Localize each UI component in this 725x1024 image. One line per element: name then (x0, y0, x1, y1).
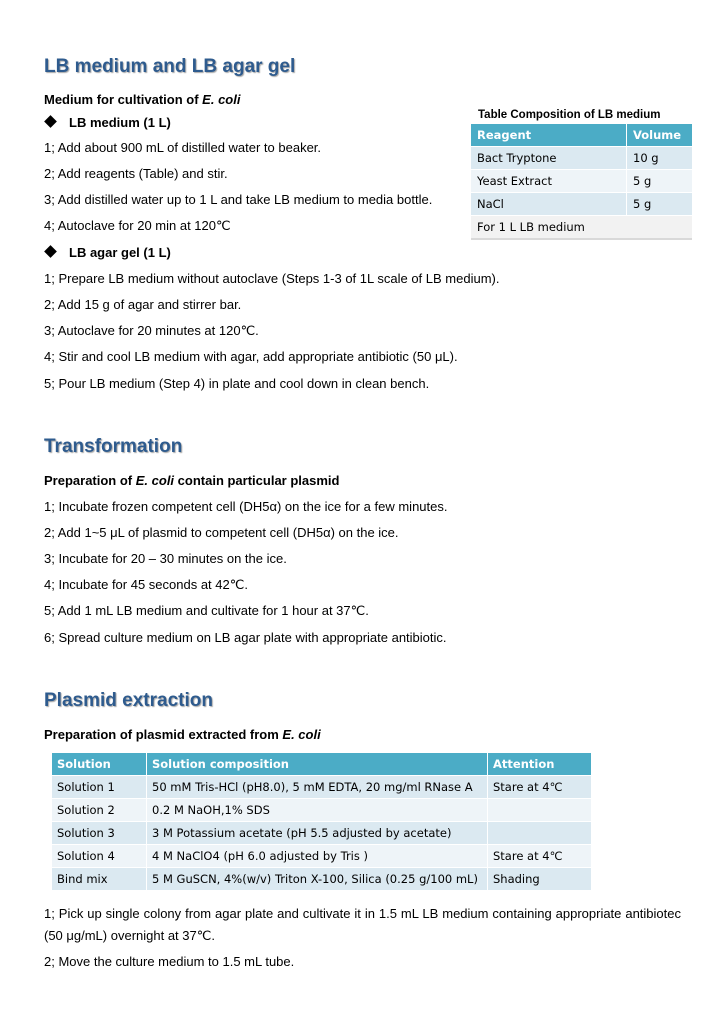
table-cell: Solution 2 (52, 799, 147, 822)
table-cell: Solution 1 (52, 776, 147, 799)
table-row (471, 193, 692, 216)
lb-agar-step: 5; Pour LB medium (Step 4) in plate and cool down in clean bench. (44, 376, 430, 391)
section-title-transformation: Transformation (44, 436, 183, 457)
transformation-subtitle-suffix: contain particular plasmid (174, 473, 340, 488)
table-cell: Bact Tryptone (471, 147, 627, 170)
lb-medium-step: 1; Add about 900 mL of distilled water to beaker. (44, 140, 322, 155)
lb-medium-step: 4; Autoclave for 20 min at 120℃ (44, 218, 231, 233)
table-cell: 3 M Potassium acetate (pH 5.5 adjusted by acetate) (147, 822, 488, 845)
transformation-subtitle (44, 473, 339, 488)
table-header-cell: Solution (52, 753, 147, 776)
transformation-step: 6; Spread culture medium on LB agar plate with appropriate antibiotic. (44, 630, 447, 645)
transformation-step: 3; Incubate for 20 – 30 minutes on the ice. (44, 551, 287, 566)
lb-medium-step: 2; Add reagents (Table) and stir. (44, 166, 228, 181)
table-row (52, 799, 591, 822)
table-cell: 5 M GuSCN, 4%(w/v) Triton X-100, Silica (0.25 g/100 mL) (147, 868, 488, 891)
table-row (52, 776, 591, 799)
table-cell: Solution 4 (52, 845, 147, 868)
plasmid-solution-table (52, 753, 591, 891)
table-row (52, 868, 591, 891)
lb-medium-heading-text: LB medium (1 L) (69, 115, 171, 130)
table-cell: Solution 3 (52, 822, 147, 845)
table-header-cell: Volume (627, 124, 693, 147)
plasmid-subtitle (44, 727, 321, 742)
lb-subtitle-italic: E. coli (202, 92, 241, 107)
table-row (471, 170, 692, 193)
transformation-step: 1; Incubate frozen competent cell (DH5α) on the ice for a few minutes. (44, 499, 448, 514)
table-footer-row (471, 216, 692, 240)
table-cell: 4 M NaClO4 (pH 6.0 adjusted by Tris ) (147, 845, 488, 868)
table-cell: NaCl (471, 193, 627, 216)
diamond-bullet-icon (44, 115, 57, 128)
lb-agar-heading-text: LB agar gel (1 L) (69, 245, 171, 260)
lb-table-caption: Table Composition of LB medium (478, 109, 661, 121)
lb-agar-step: 4; Stir and cool LB medium with agar, add appropriate antibiotic (50 μL). (44, 349, 458, 364)
transformation-step: 5; Add 1 mL LB medium and cultivate for 1 hour at 37℃. (44, 603, 369, 618)
table-cell: Stare at 4℃ (488, 845, 592, 868)
table-cell (488, 799, 592, 822)
lb-subtitle-prefix: Medium for cultivation of (44, 92, 203, 107)
table-header-cell: Solution composition (147, 753, 488, 776)
lb-composition-table (471, 124, 692, 240)
transformation-step: 4; Incubate for 45 seconds at 42℃. (44, 577, 248, 592)
table-row (52, 845, 591, 868)
transformation-subtitle-italic: E. coli (135, 473, 175, 488)
transformation-subtitle-prefix: Preparation of (44, 473, 136, 488)
table-cell: Yeast Extract (471, 170, 627, 193)
table-cell: 50 mM Tris-HCl (pH8.0), 5 mM EDTA, 20 mg/ml RNase A (147, 776, 488, 799)
plasmid-subtitle-italic: E. coli (282, 727, 321, 742)
plasmid-step: 2; Move the culture medium to 1.5 mL tube. (44, 954, 295, 969)
table-cell: Bind mix (52, 868, 147, 891)
table-cell: 5 g (627, 170, 693, 193)
lb-agar-step: 2; Add 15 g of agar and stirrer bar. (44, 297, 242, 312)
lb-subtitle (44, 92, 240, 107)
plasmid-subtitle-prefix: Preparation of plasmid extracted from (44, 727, 283, 742)
table-footer-cell: For 1 L LB medium (471, 216, 692, 240)
table-cell: 0.2 M NaOH,1% SDS (147, 799, 488, 822)
table-cell: 5 g (627, 193, 693, 216)
table-header-row (52, 753, 591, 776)
lb-medium-heading (46, 115, 171, 130)
transformation-step: 2; Add 1~5 μL of plasmid to competent cell (DH5α) on the ice. (44, 525, 399, 540)
table-header-cell: Reagent (471, 124, 627, 147)
lb-agar-step: 3; Autoclave for 20 minutes at 120℃. (44, 323, 259, 338)
lb-agar-step: 1; Prepare LB medium without autoclave (Steps 1-3 of 1L scale of LB medium). (44, 271, 500, 286)
section-title-plasmid-extraction: Plasmid extraction (44, 690, 213, 711)
table-cell (488, 822, 592, 845)
section-title-lb-medium: LB medium and LB agar gel (44, 56, 296, 77)
plasmid-step: 1; Pick up single colony from agar plate and cultivate it in 1.5 mL LB medium containing appropriate antibiotec (50 μg/mL) overnight at 37℃. (44, 906, 681, 943)
lb-medium-step: 3; Add distilled water up to 1 L and take LB medium to media bottle. (44, 192, 433, 207)
table-cell: Stare at 4℃ (488, 776, 592, 799)
table-row (471, 147, 692, 170)
table-cell: Shading (488, 868, 592, 891)
diamond-bullet-icon (44, 245, 57, 258)
table-header-row (471, 124, 692, 147)
lb-agar-heading (46, 245, 171, 260)
table-cell: 10 g (627, 147, 693, 170)
table-header-cell: Attention (488, 753, 592, 776)
table-row (52, 822, 591, 845)
